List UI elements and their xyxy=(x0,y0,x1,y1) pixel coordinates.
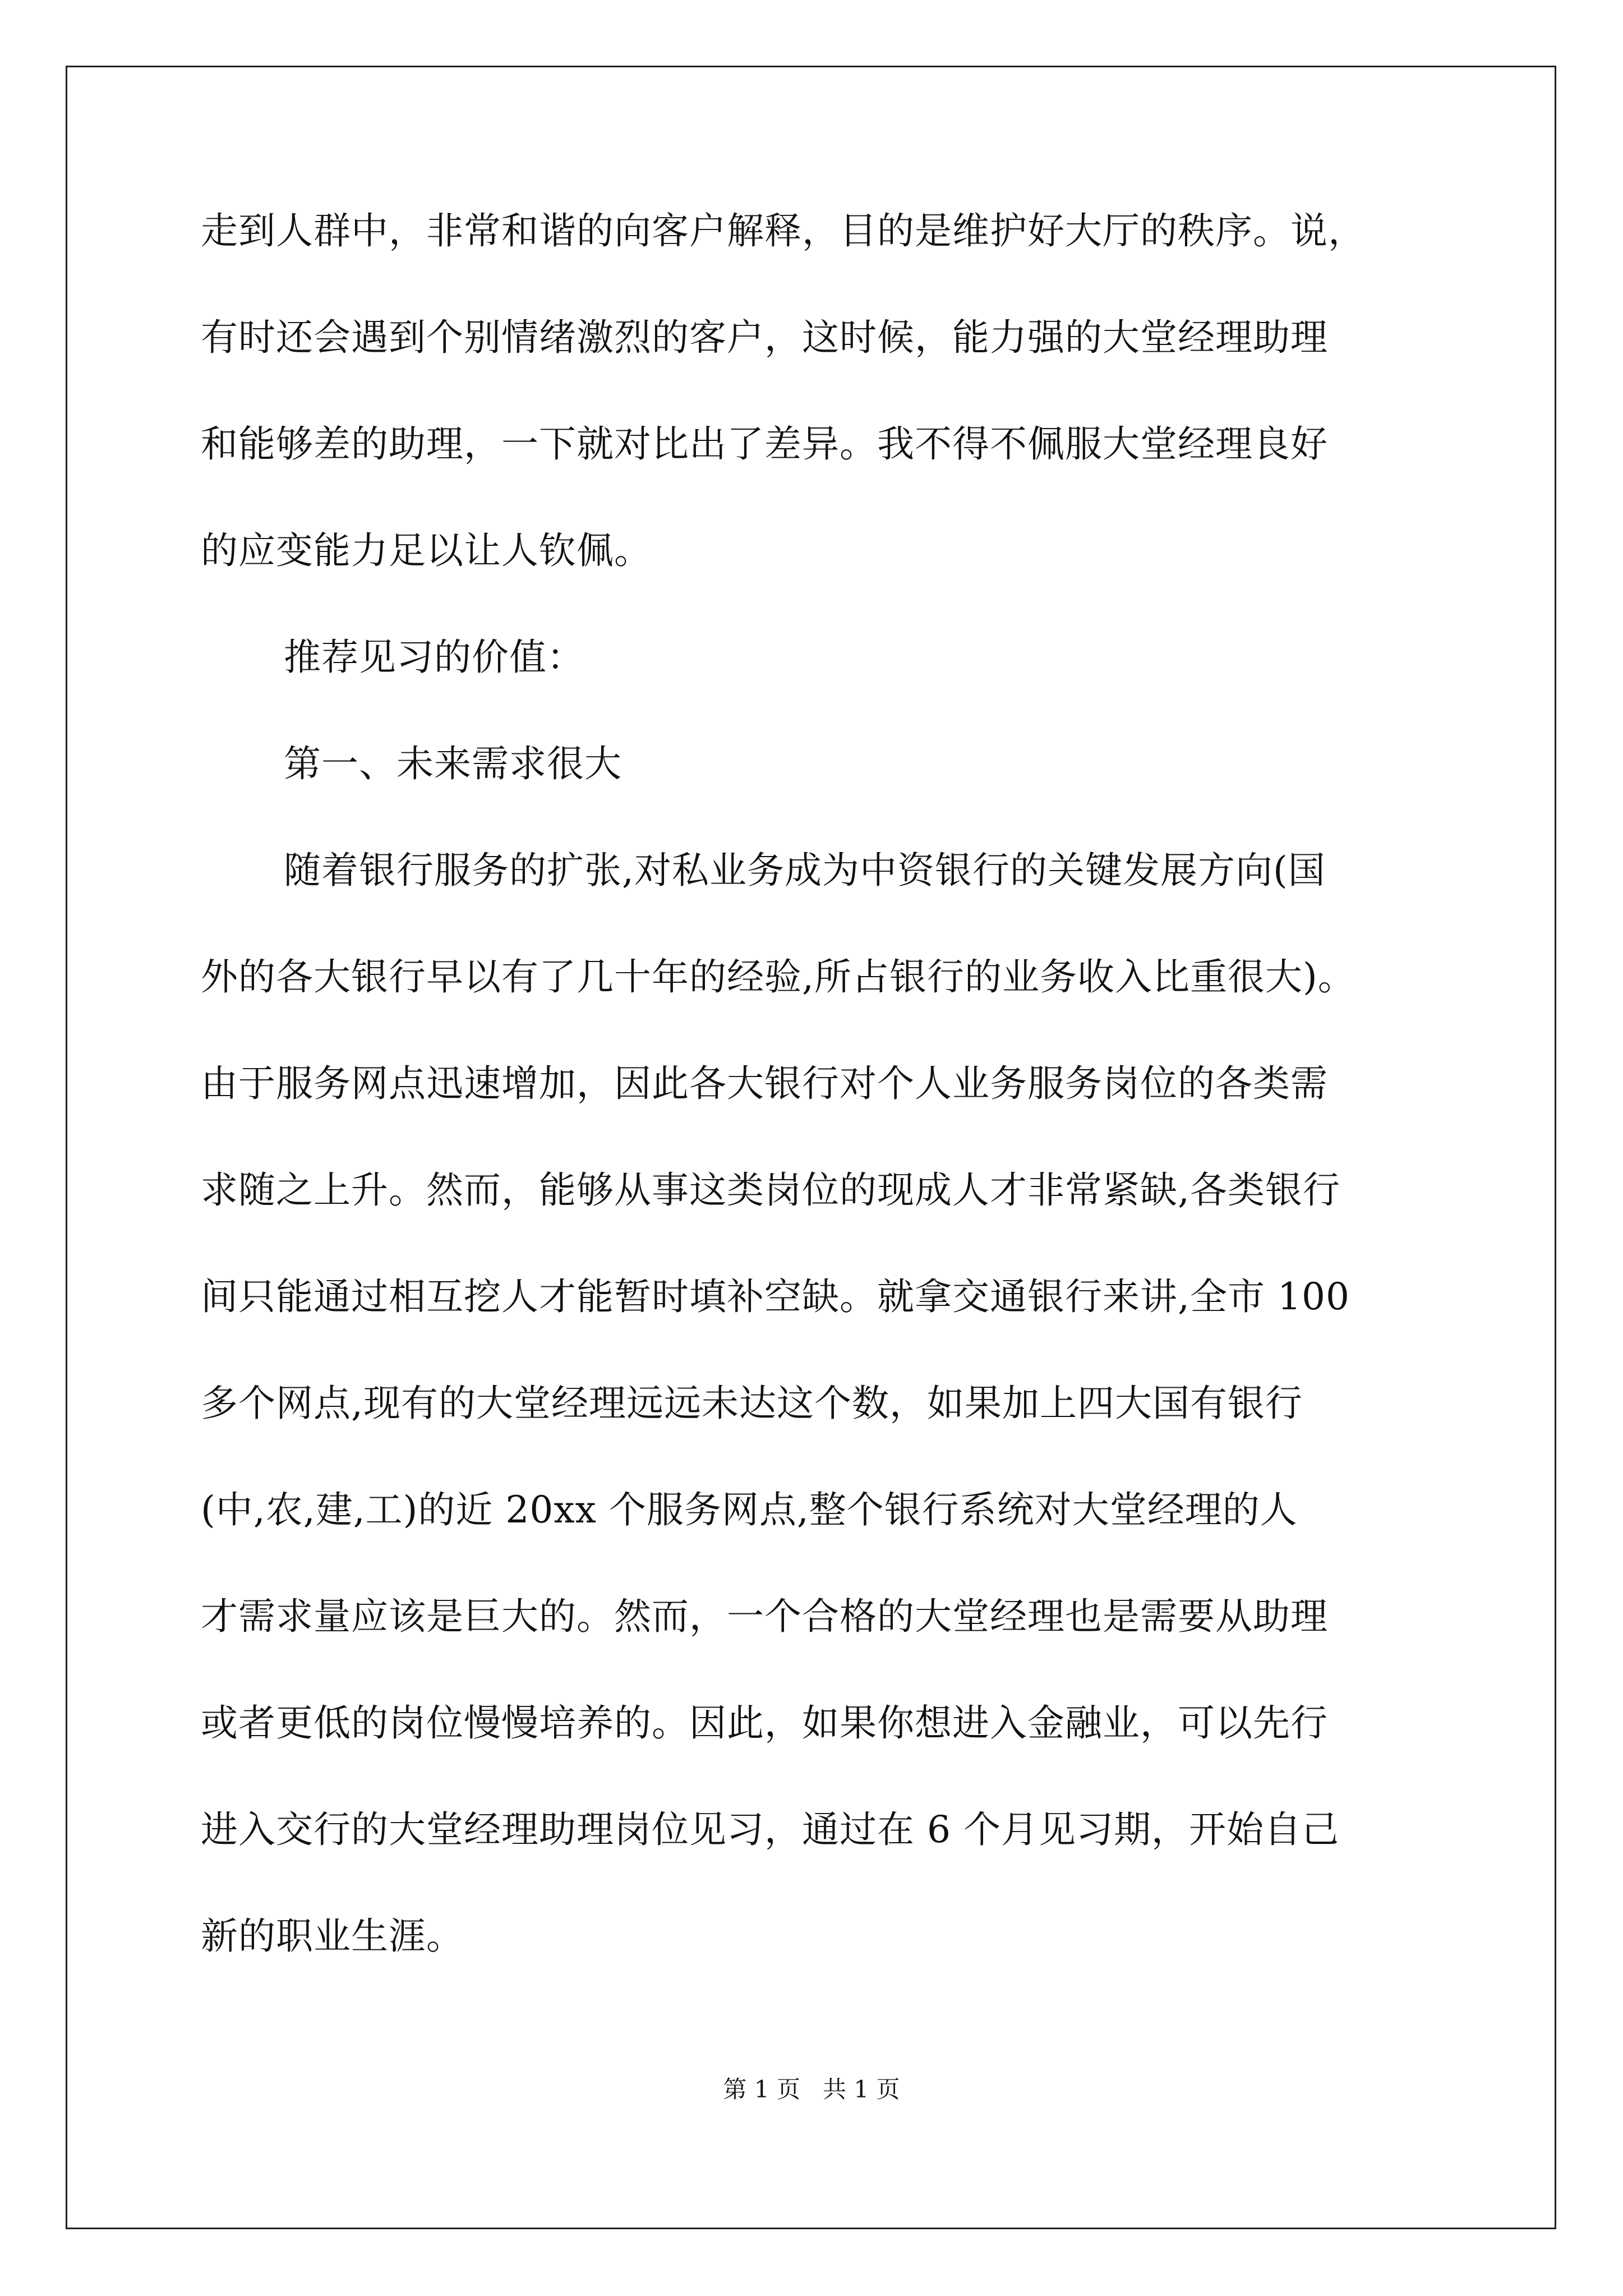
text-line: 走到人群中，非常和谐的向客户解释，目的是维护好大厅的秩序。说， xyxy=(201,209,1366,252)
text-line: 和能够差的助理，一下就对比出了差异。我不得不佩服大堂经理良好 xyxy=(201,422,1328,466)
text-line: 才需求量应该是巨大的。然而，一个合格的大堂经理也是需要从助理 xyxy=(201,1595,1328,1638)
page-footer: 第 1 页 共 1 页 xyxy=(723,2076,900,2103)
text-line: 新的职业生涯。 xyxy=(201,1915,464,1958)
text-line: 外的各大银行早以有了几十年的经验,所占银行的业务收入比重很大)。 xyxy=(201,955,1355,999)
subsection-heading: 第一、未来需求很大 xyxy=(284,742,622,785)
text-line: (中,农,建,工)的近 20xx 个服务网点,整个银行系统对大堂经理的人 xyxy=(201,1488,1298,1531)
text-line: 的应变能力足以让人钦佩。 xyxy=(201,529,652,572)
text-line: 求随之上升。然而，能够从事这类岗位的现成人才非常紧缺,各类银行 xyxy=(201,1168,1340,1212)
page-border xyxy=(66,66,1556,2229)
text-line: 有时还会遇到个别情绪激烈的客户，这时候，能力强的大堂经理助理 xyxy=(201,316,1328,359)
text-line: 由于服务网点迅速增加，因此各大银行对个人业务服务岗位的各类需 xyxy=(201,1062,1328,1105)
text-line: 间只能通过相互挖人才能暂时填补空缺。就拿交通银行来讲,全市 100 xyxy=(201,1275,1350,1318)
section-heading: 推荐见习的价值： xyxy=(284,636,584,679)
text-line: 或者更低的岗位慢慢培养的。因此，如果你想进入金融业，可以先行 xyxy=(201,1701,1328,1745)
text-line: 随着银行服务的扩张,对私业务成为中资银行的关键发展方向(国 xyxy=(284,849,1326,892)
text-line: 多个网点,现有的大堂经理远远未达这个数，如果加上四大国有银行 xyxy=(201,1382,1303,1425)
text-line: 进入交行的大堂经理助理岗位见习，通过在 6 个月见习期，开始自己 xyxy=(201,1808,1339,1851)
